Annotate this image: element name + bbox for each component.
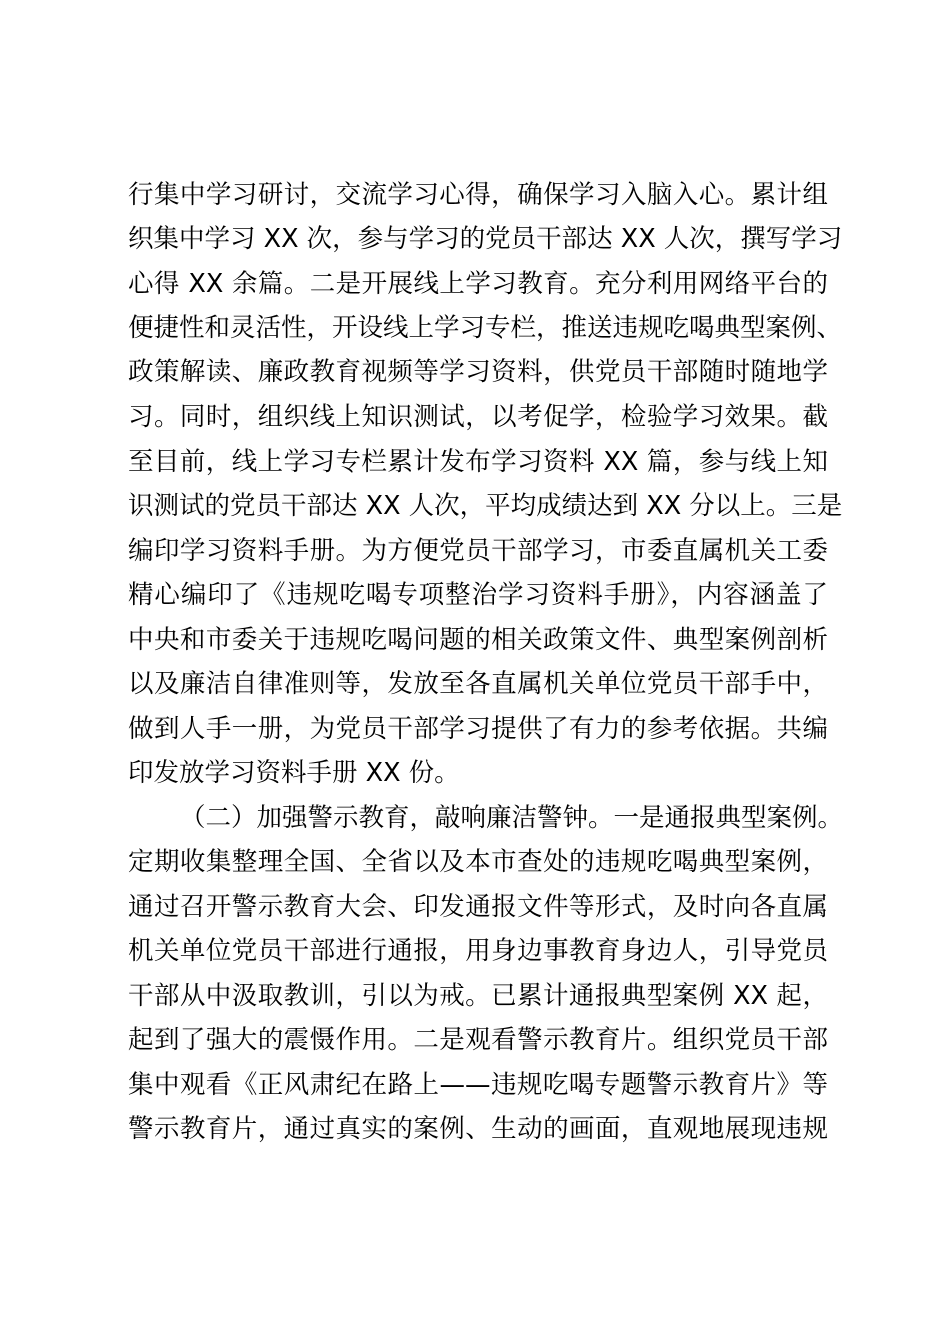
text-line: 定期收集整理全国、全省以及本市查处的违规吃喝典型案例， — [128, 847, 828, 877]
text-line: 精心编印了《违规吃喝专项整治学习资料手册》，内容涵盖了 — [128, 580, 828, 610]
text-line: 织集中学习 XX 次，参与学习的党员干部达 XX 人次，撰写学习 — [128, 224, 843, 254]
text-line: 以及廉洁自律准则等，发放至各直属机关单位党员干部手中， — [128, 669, 828, 699]
text-line: 至目前，线上学习专栏累计发布学习资料 XX 篇，参与线上知 — [128, 447, 828, 477]
text-line: 印发放学习资料手册 XX 份。 — [128, 758, 460, 788]
text-line: 习。同时，组织线上知识测试，以考促学，检验学习效果。截 — [128, 402, 828, 432]
text-line: 中央和市委关于违规吃喝问题的相关政策文件、典型案例剖析 — [128, 625, 828, 655]
text-line: 做到人手一册，为党员干部学习提供了有力的参考依据。共编 — [128, 714, 828, 744]
text-line: 集中观看《正风肃纪在路上——违规吃喝专题警示教育片》等 — [128, 1070, 828, 1100]
section-heading-line: （二）加强警示教育，敲响廉洁警钟。一是通报典型案例。 — [180, 803, 844, 833]
text-line: 编印学习资料手册。为方便党员干部学习，市委直属机关工委 — [128, 536, 828, 566]
text-line: 干部从中汲取教训，引以为戒。已累计通报典型案例 XX 起， — [128, 981, 828, 1011]
text-line: 起到了强大的震慑作用。二是观看警示教育片。组织党员干部 — [128, 1025, 828, 1055]
text-line: 心得 XX 余篇。二是开展线上学习教育。充分利用网络平台的 — [128, 269, 828, 299]
text-line: 机关单位党员干部进行通报，用身边事教育身边人，引导党员 — [128, 936, 828, 966]
text-line: 行集中学习研讨，交流学习心得，确保学习入脑入心。累计组 — [128, 180, 828, 210]
text-line: 政策解读、廉政教育视频等学习资料，供党员干部随时随地学 — [128, 357, 828, 387]
text-line: 警示教育片，通过真实的案例、生动的画面，直观地展现违规 — [128, 1114, 828, 1144]
text-line: 便捷性和灵活性，开设线上学习专栏，推送违规吃喝典型案例、 — [128, 313, 843, 343]
text-line: 通过召开警示教育大会、印发通报文件等形式，及时向各直属 — [128, 892, 828, 922]
text-line: 识测试的党员干部达 XX 人次，平均成绩达到 XX 分以上。三是 — [128, 491, 843, 521]
